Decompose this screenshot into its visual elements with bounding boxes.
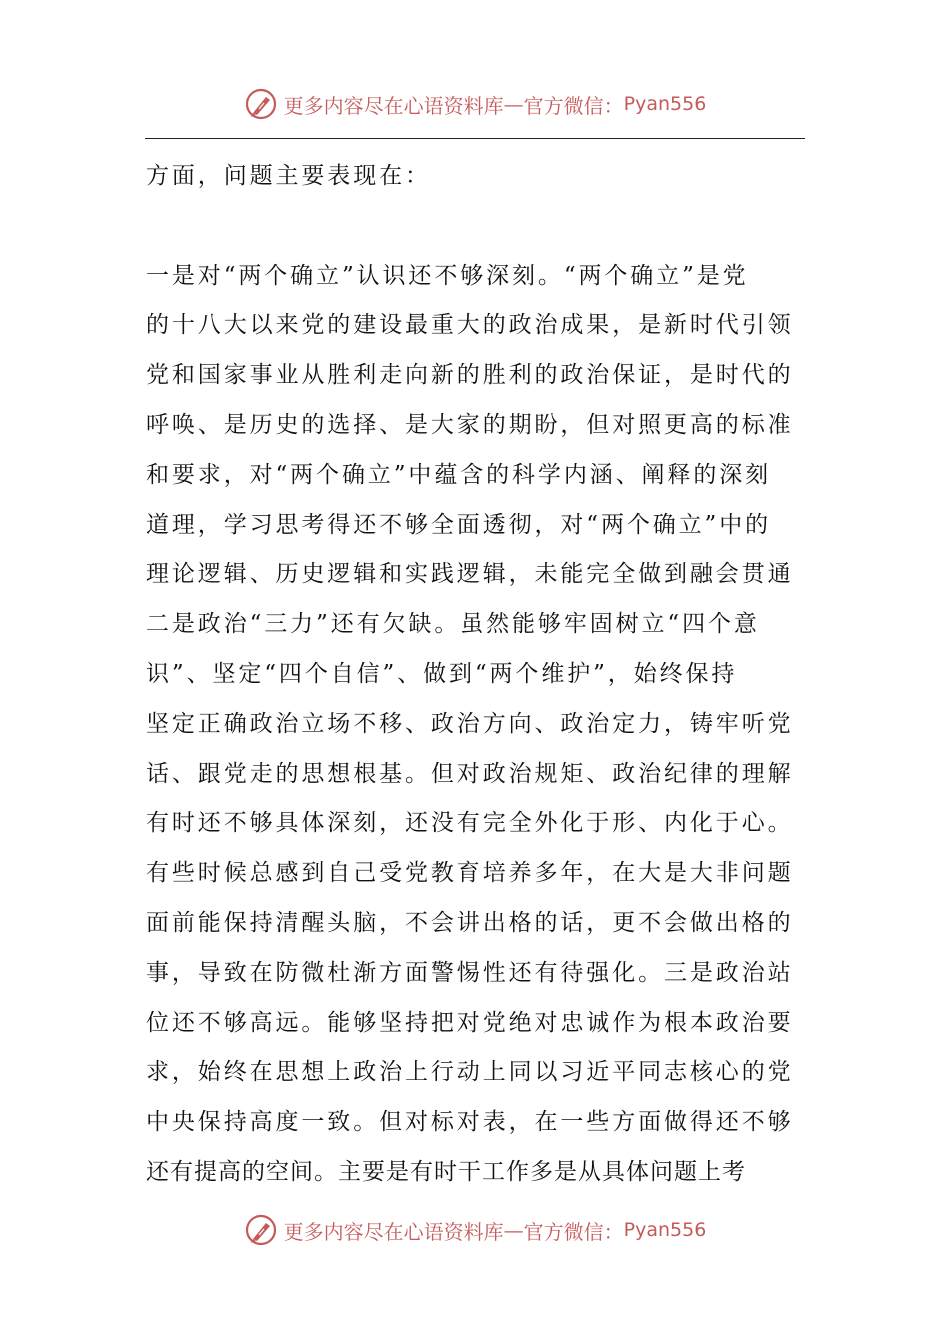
body-line: 党和国家事业从胜利走向新的胜利的政治保证，是时代的 (146, 362, 794, 389)
header-divider (145, 138, 805, 139)
body-line: 二是政治“三力”还有欠缺。虽然能够牢固树立“四个意 (146, 611, 760, 638)
intro-line: 方面，问题主要表现在： (146, 163, 431, 189)
document-body (146, 152, 810, 1198)
body-line: 有些时候总感到自己受党教育培养多年，在大是大非问题 (146, 860, 794, 887)
banner-wechat-id: Pyan556 (623, 93, 707, 115)
body-line: 的十八大以来党的建设最重大的政治成果，是新时代引领 (146, 312, 794, 339)
body-line: 面前能保持清醒头脑，不会讲出格的话，更不会做出格的 (146, 909, 794, 936)
body-line: 还有提高的空间。主要是有时干工作多是从具体问题上考 (146, 1158, 746, 1185)
pen-nib-icon (244, 1213, 278, 1247)
body-line: 求，始终在思想上政治上行动上同以习近平同志核心的党 (146, 1059, 794, 1086)
body-line: 事，导致在防微杜渐方面警惕性还有待强化。三是政治站 (146, 959, 794, 986)
header-banner (0, 84, 950, 124)
banner-site-text: 更多内容尽在心语资料库 (283, 1219, 504, 1244)
paragraph-gap (146, 202, 810, 252)
body-line: 位还不够高远。能够坚持把对党绝对忠诚作为根本政治要 (146, 1009, 794, 1036)
banner-dash: — (503, 92, 524, 116)
body-line: 识”、坚定“四个自信”、做到“两个维护”，始终保持 (146, 660, 738, 687)
banner-wechat-id: Pyan556 (623, 1219, 707, 1241)
pen-nib-icon (244, 87, 278, 121)
body-line: 呼唤、是历史的选择、是大家的期盼，但对照更高的标准 (146, 411, 794, 438)
banner-official-text: 官方微信： (523, 93, 624, 118)
body-line: 道理，学习思考得还不够全面透彻，对“两个确立”中的 (146, 511, 772, 538)
body-line: 一是对“两个确立”认识还不够深刻。“两个确立”是党 (146, 262, 749, 289)
body-line: 和要求，对“两个确立”中蕴含的科学内涵、阐释的深刻 (146, 461, 772, 488)
banner-official-text: 官方微信： (523, 1219, 624, 1244)
body-line: 有时还不够具体深刻，还没有完全外化于形、内化于心。 (146, 810, 794, 837)
banner-dash: — (503, 1218, 524, 1242)
banner-site-text: 更多内容尽在心语资料库 (283, 93, 504, 118)
body-line: 中央保持高度一致。但对标对表，在一些方面做得还不够 (146, 1109, 794, 1136)
body-line: 话、跟党走的思想根基。但对政治规矩、政治纪律的理解 (146, 760, 794, 787)
footer-banner (0, 1210, 950, 1250)
body-line: 理论逻辑、历史逻辑和实践逻辑，未能完全做到融会贯通 (146, 561, 794, 588)
body-line: 坚定正确政治立场不移、政治方向、政治定力，铸牢听党 (146, 710, 794, 737)
